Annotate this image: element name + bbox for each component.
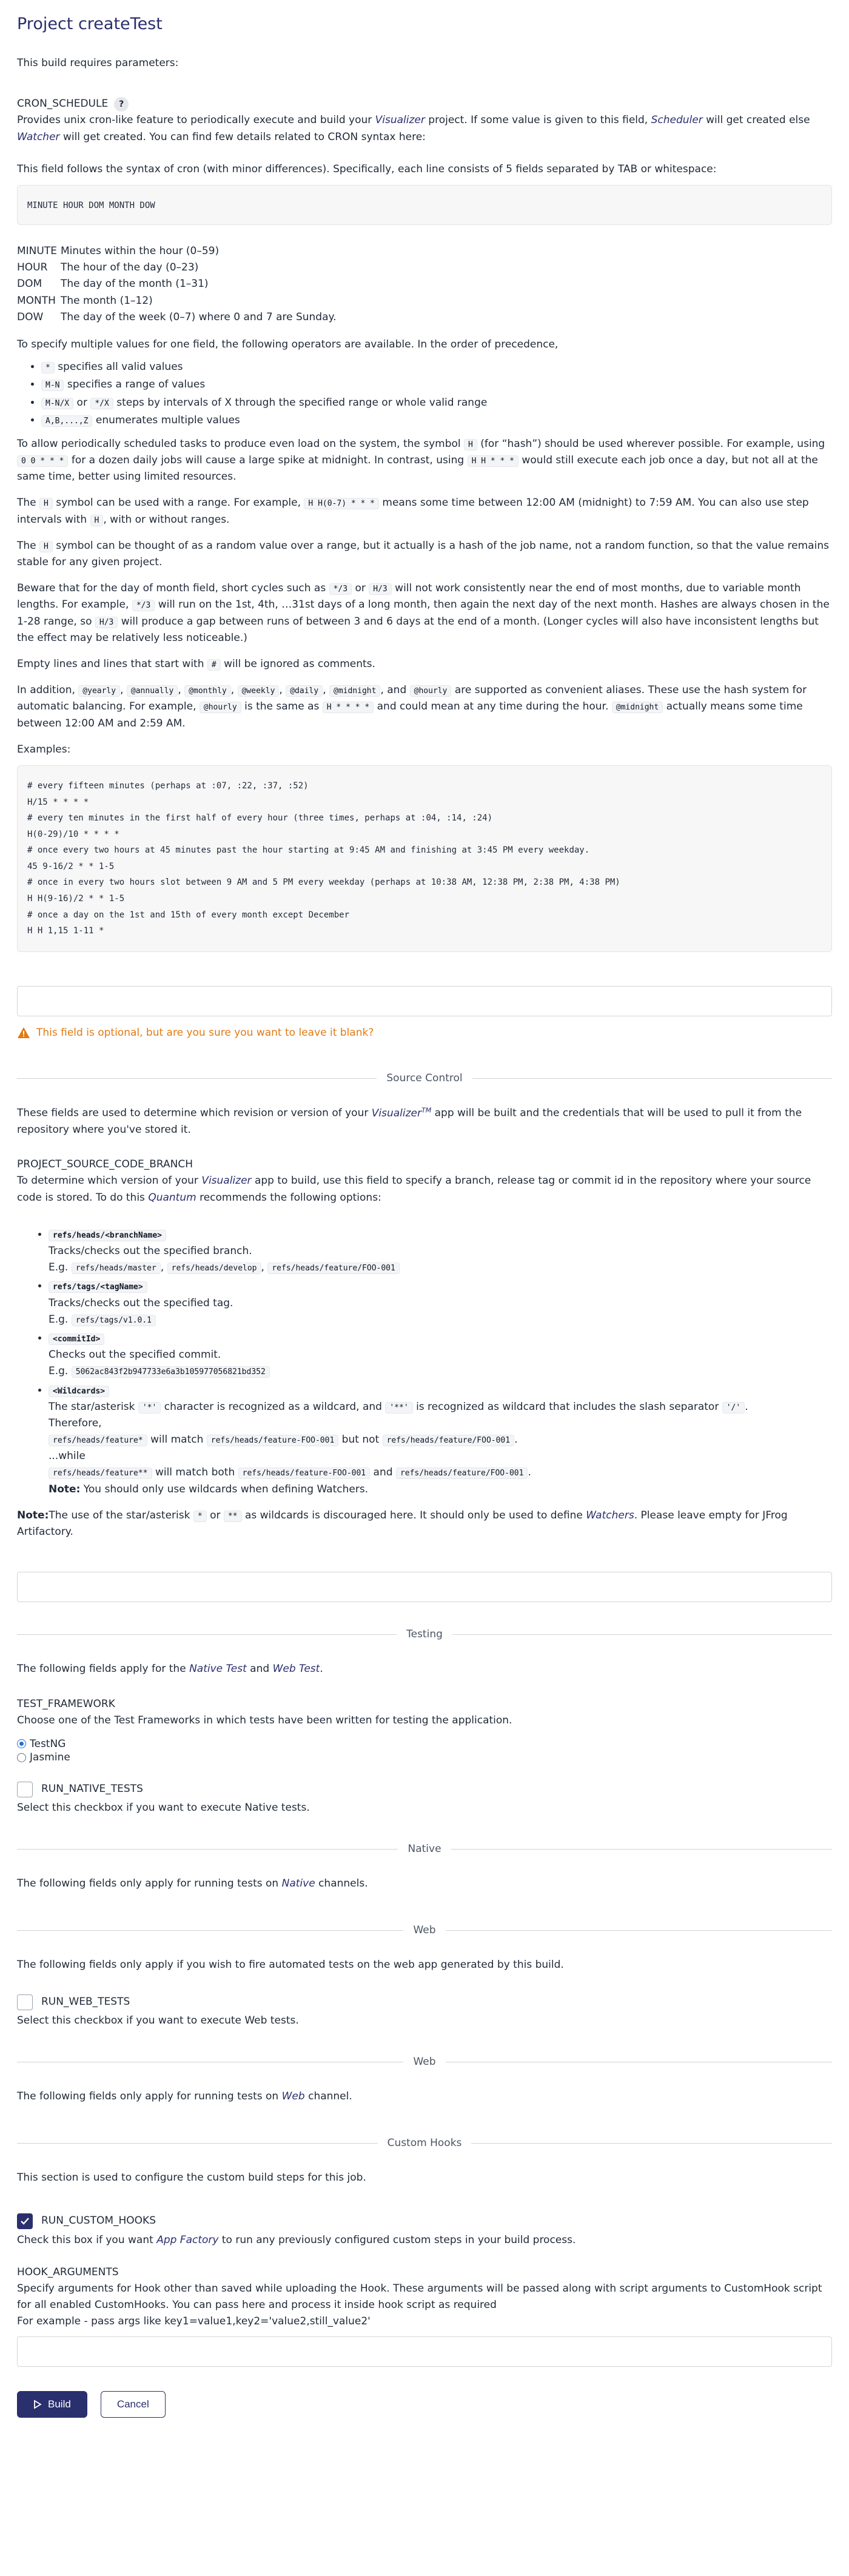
visualizer-link[interactable]: Visualizer <box>375 114 425 127</box>
cron-schedule-param <box>17 96 832 112</box>
cron-warning-text: This field is optional, but are you sure you want to leave it blank? <box>36 1026 374 1039</box>
web-description: The following fields only apply if you wish to fire automated tests on the web app generated by this build. <box>17 1959 564 1971</box>
visualizer-link-2[interactable]: Visualizer <box>201 1175 252 1187</box>
run-custom-hooks-label: RUN_CUSTOM_HOOKS <box>41 2215 156 2227</box>
source-control-description: These fields are used to determine which revision or version of your Visualizer™ app will be built and the credentials that will be used to pull it from the repository where you've stored it. <box>17 1106 802 1136</box>
beware-paragraph: Beware that for the day of month field, short cycles such as */3 or H/3 will not work consistently near the end of most months, due to variable month lengths. For example, */3 will run on the 1st, 4th, …31st days of a long month, then again the next day of the next month. Hashes are always chosen in the 1-28 range, so H/3 will produce a gap between runs of between 3 and 6 days at the end of a month. (Longer cycles will also have inconsistent lengths but the effect may be relatively less noticeable.) <box>17 582 830 644</box>
radio-testng-label: TestNG <box>30 1737 66 1750</box>
operator-item: • M-N specifies a range of values <box>41 377 832 393</box>
watcher-link[interactable]: Watcher <box>17 130 60 143</box>
examples-label: Examples: <box>17 743 71 756</box>
cron-field-row <box>17 276 340 292</box>
cron-field-desc: The day of the month (1–31) <box>60 278 209 290</box>
play-icon <box>33 2400 42 2409</box>
quantum-link[interactable]: Quantum <box>148 1191 196 1204</box>
native-divider: Native <box>17 1841 832 1857</box>
native-test-link[interactable]: Native Test <box>189 1663 247 1675</box>
build-button-label: Build <box>48 2398 71 2410</box>
branch-description: To determine which version of your Visualizer app to build, use this field to specify a branch, release tag or commit id in the repository where your source code is stored. To do this Quantum recommends the following options: <box>17 1175 811 1204</box>
radio-jasmine-control[interactable] <box>17 1753 26 1762</box>
cron-field-row <box>17 243 340 260</box>
run-native-tests-row <box>17 1781 832 1797</box>
test-framework-description: Choose one of the Test Frameworks in which tests have been written for testing the application. <box>17 1714 512 1726</box>
hook-arguments-input[interactable] <box>17 2336 832 2367</box>
operators-list <box>17 359 832 429</box>
cancel-button[interactable]: Cancel <box>101 2391 166 2418</box>
testing-divider: Testing <box>17 1626 832 1643</box>
cron-field-desc: The month (1–12) <box>60 294 153 307</box>
hook-arguments-description: Specify arguments for Hook other than saved while uploading the Hook. These arguments will be passed along with script arguments to CustomHook script for all enabled CustomHooks. You can pass here and process it inside hook script as required <box>17 2282 822 2312</box>
hash-paragraph-3: The H symbol can be thought of as a random value over a range, but it actually is a hash of the job name, not a random function, so that the value remains stable for any given project. <box>17 539 829 569</box>
web-divider: Web <box>17 1922 832 1939</box>
operator-item: • * specifies all valid values <box>41 359 832 375</box>
run-native-tests-checkbox[interactable] <box>17 1782 33 1797</box>
branch-option-commit: • <commitId> Checks out the specified commit. E.g. 5062ac843f2b947733e6a3b105977056821bd352 <box>49 1330 832 1380</box>
custom-hooks-description: This section is used to configure the custom build steps for this job. <box>17 2172 366 2184</box>
cron-syntax-intro: This field follows the syntax of cron (with minor differences). Specifically, each line consists of 5 fields separated by TAB or whitespace: <box>17 163 717 175</box>
cron-field-name: MONTH <box>17 294 56 307</box>
run-custom-hooks-row <box>17 2213 832 2229</box>
branch-options-list <box>17 1227 832 1498</box>
source-control-divider: Source Control <box>17 1070 832 1087</box>
cron-examples-code: # every fifteen minutes (perhaps at :07, :22, :37, :52) H/15 * * * * # every ten minutes in the first half of every hour (three times, perhaps at :04, :14, :24) H(0-29)/10 * * * * # once every two hours at 45 minutes past the hour starting at 9:45 AM and finishing at 3:45 PM every weekday. 45 9-16/2 * * 1-5 # once in every two hours slot between 9 AM and 5 PM every weekday (perhaps at 10:38 AM, 12:38 PM, 2:38 PM, 4:38 PM) H H(9-16)/2 * * 1-5 # once a day on the 1st and 15th of every month except December H H 1,15 1-11 * <box>17 765 832 952</box>
branch-input[interactable] <box>17 1572 832 1602</box>
multi-values-intro: To specify multiple values for one field, the following operators are available. In the order of precedence, <box>17 338 559 351</box>
hook-arguments-param <box>17 2264 832 2281</box>
run-custom-hooks-description: Check this box if you want App Factory to run any previously configured custom steps in your build process. <box>17 2233 576 2246</box>
cron-field-row <box>17 260 340 276</box>
cron-field-desc: Minutes within the hour (0–59) <box>60 245 220 258</box>
test-framework-radio-group <box>17 1737 832 1764</box>
page-title: Project createTest <box>17 15 163 33</box>
radio-testng-control[interactable] <box>17 1739 26 1748</box>
custom-hooks-divider: Custom Hooks <box>17 2135 832 2152</box>
operator-item: • M-N/X or */X steps by intervals of X through the specified range or whole valid range <box>41 395 832 411</box>
web-test-link[interactable]: Web Test <box>272 1663 320 1675</box>
build-button[interactable] <box>17 2391 87 2418</box>
cron-field-name: DOW <box>17 310 44 323</box>
run-native-tests-description: Select this checkbox if you want to execute Native tests. <box>17 1802 310 1814</box>
visualizer-tm-link[interactable]: Visualizer™ <box>371 1106 432 1119</box>
cron-fields-table <box>17 243 340 326</box>
cron-syntax-code: MINUTE HOUR DOM MONTH DOW <box>17 185 832 225</box>
cron-description: Provides unix cron-like feature to periodically execute and build your Visualizer project. If some value is given to this field, Scheduler will get created else Watcher will get created. You can find few details related to CRON syntax here: <box>17 114 810 143</box>
testing-description: The following fields apply for the Native Test and Web Test. <box>17 1663 323 1675</box>
run-web-tests-label: RUN_WEB_TESTS <box>41 1996 130 2008</box>
cron-field-row <box>17 293 340 309</box>
cron-field-name: HOUR <box>17 261 48 274</box>
aliases-paragraph: In addition, @yearly , @annually , @monthly , @weekly , @daily , @midnight , and @hourly are supported as convenient aliases. These use the hash system for automatic balancing. For example, @hourly is the same as H * * * * and could mean at any time during the hour. @midnight actually means some time between 12:00 AM and 2:59 AM. <box>17 684 807 730</box>
native-description: The following fields only apply for running tests on Native channels. <box>17 1877 368 1890</box>
check-icon <box>20 2217 30 2225</box>
cron-field-desc: The hour of the day (0–23) <box>60 261 199 274</box>
run-web-tests-row <box>17 1994 832 2010</box>
empty-lines-paragraph: Empty lines and lines that start with # will be ignored as comments. <box>17 657 375 670</box>
radio-jasmine-label: Jasmine <box>30 1751 70 1764</box>
warning-triangle-icon <box>17 1027 30 1039</box>
web-channel-divider: Web <box>17 2054 832 2070</box>
branch-option-heads: • refs/heads/<branchName> Tracks/checks out the specified branch. E.g. refs/heads/master , refs/heads/develop , refs/heads/feature/FOO-001 <box>49 1227 832 1276</box>
operator-item: • A,B,...,Z enumerates multiple values <box>41 412 832 429</box>
native-link[interactable]: Native <box>281 1877 315 1890</box>
web-channel-description: The following fields only apply for running tests on Web channel. <box>17 2090 352 2102</box>
hash-paragraph-1: To allow periodically scheduled tasks to produce even load on the system, the symbol H (for “hash”) should be used wherever possible. For example, using 0 0 * * * for a dozen daily jobs will cause a large spike at midnight. In contrast, using H H * * * would still execute each job once a day, but not all at the same time, better using limited resources. <box>17 437 825 483</box>
cron-field-name: MINUTE <box>17 245 57 258</box>
hook-arguments-label: HOOK_ARGUMENTS <box>17 2266 119 2278</box>
radio-testng[interactable] <box>17 1737 832 1751</box>
run-custom-hooks-checkbox[interactable] <box>17 2213 33 2229</box>
hash-paragraph-2: The H symbol can be used with a range. For example, H H(0-7) * * * means some time between 12:00 AM (midnight) to 7:59 AM. You can also use step intervals with H , with or without ranges. <box>17 497 809 526</box>
intro-text: This build requires parameters: <box>17 57 179 70</box>
scheduler-link[interactable]: Scheduler <box>651 114 703 127</box>
run-web-tests-checkbox[interactable] <box>17 1994 33 2010</box>
test-framework-param <box>17 1696 832 1712</box>
app-factory-link[interactable]: App Factory <box>156 2233 219 2246</box>
branch-option-wildcards: • <Wildcards> The star/asterisk '*' character is recognized as a wildcard, and '**' is recognized as wildcard that includes the slash separator '/' . Therefore, refs/heads/feature* will match refs/heads/feature-FOO-001 but not refs/heads/feature/FOO-001 . ...while refs/heads/feature** will match both refs/heads/feature-FOO-001 and refs/heads/feature/FOO-001 . Note: You should only use wildcards when defining Watchers. <box>49 1383 832 1498</box>
hook-arguments-example: For example - pass args like key1=value1,key2='value2,still_value2' <box>17 2315 371 2328</box>
wildcard-note: Note:The use of the star/asterisk * or ** as wildcards is discouraged here. It should only be used to define Watchers. Please leave empty for JFrog Artifactory. <box>17 1509 788 1538</box>
branch-option-tags: • refs/tags/<tagName> Tracks/checks out the specified tag. E.g. refs/tags/v1.0.1 <box>49 1278 832 1328</box>
radio-jasmine[interactable] <box>17 1751 832 1764</box>
cron-schedule-input[interactable] <box>17 986 832 1016</box>
watchers-link[interactable]: Watchers <box>586 1509 634 1521</box>
cron-field-name: DOM <box>17 278 42 290</box>
web-link[interactable]: Web <box>281 2090 305 2102</box>
cron-field-row <box>17 309 340 326</box>
branch-param-label: PROJECT_SOURCE_CODE_BRANCH <box>17 1158 193 1171</box>
cron-field-desc: The day of the week (0–7) where 0 and 7 are Sunday. <box>60 310 337 323</box>
test-framework-label: TEST_FRAMEWORK <box>17 1697 115 1710</box>
form-actions <box>17 2391 832 2418</box>
help-icon[interactable]: ? <box>114 97 129 112</box>
run-native-tests-label: RUN_NATIVE_TESTS <box>41 1783 143 1796</box>
cron-schedule-label: CRON_SCHEDULE <box>17 98 109 110</box>
cron-warning <box>17 1025 832 1041</box>
run-web-tests-description: Select this checkbox if you want to execute Web tests. <box>17 2014 299 2027</box>
branch-param <box>17 1156 832 1173</box>
